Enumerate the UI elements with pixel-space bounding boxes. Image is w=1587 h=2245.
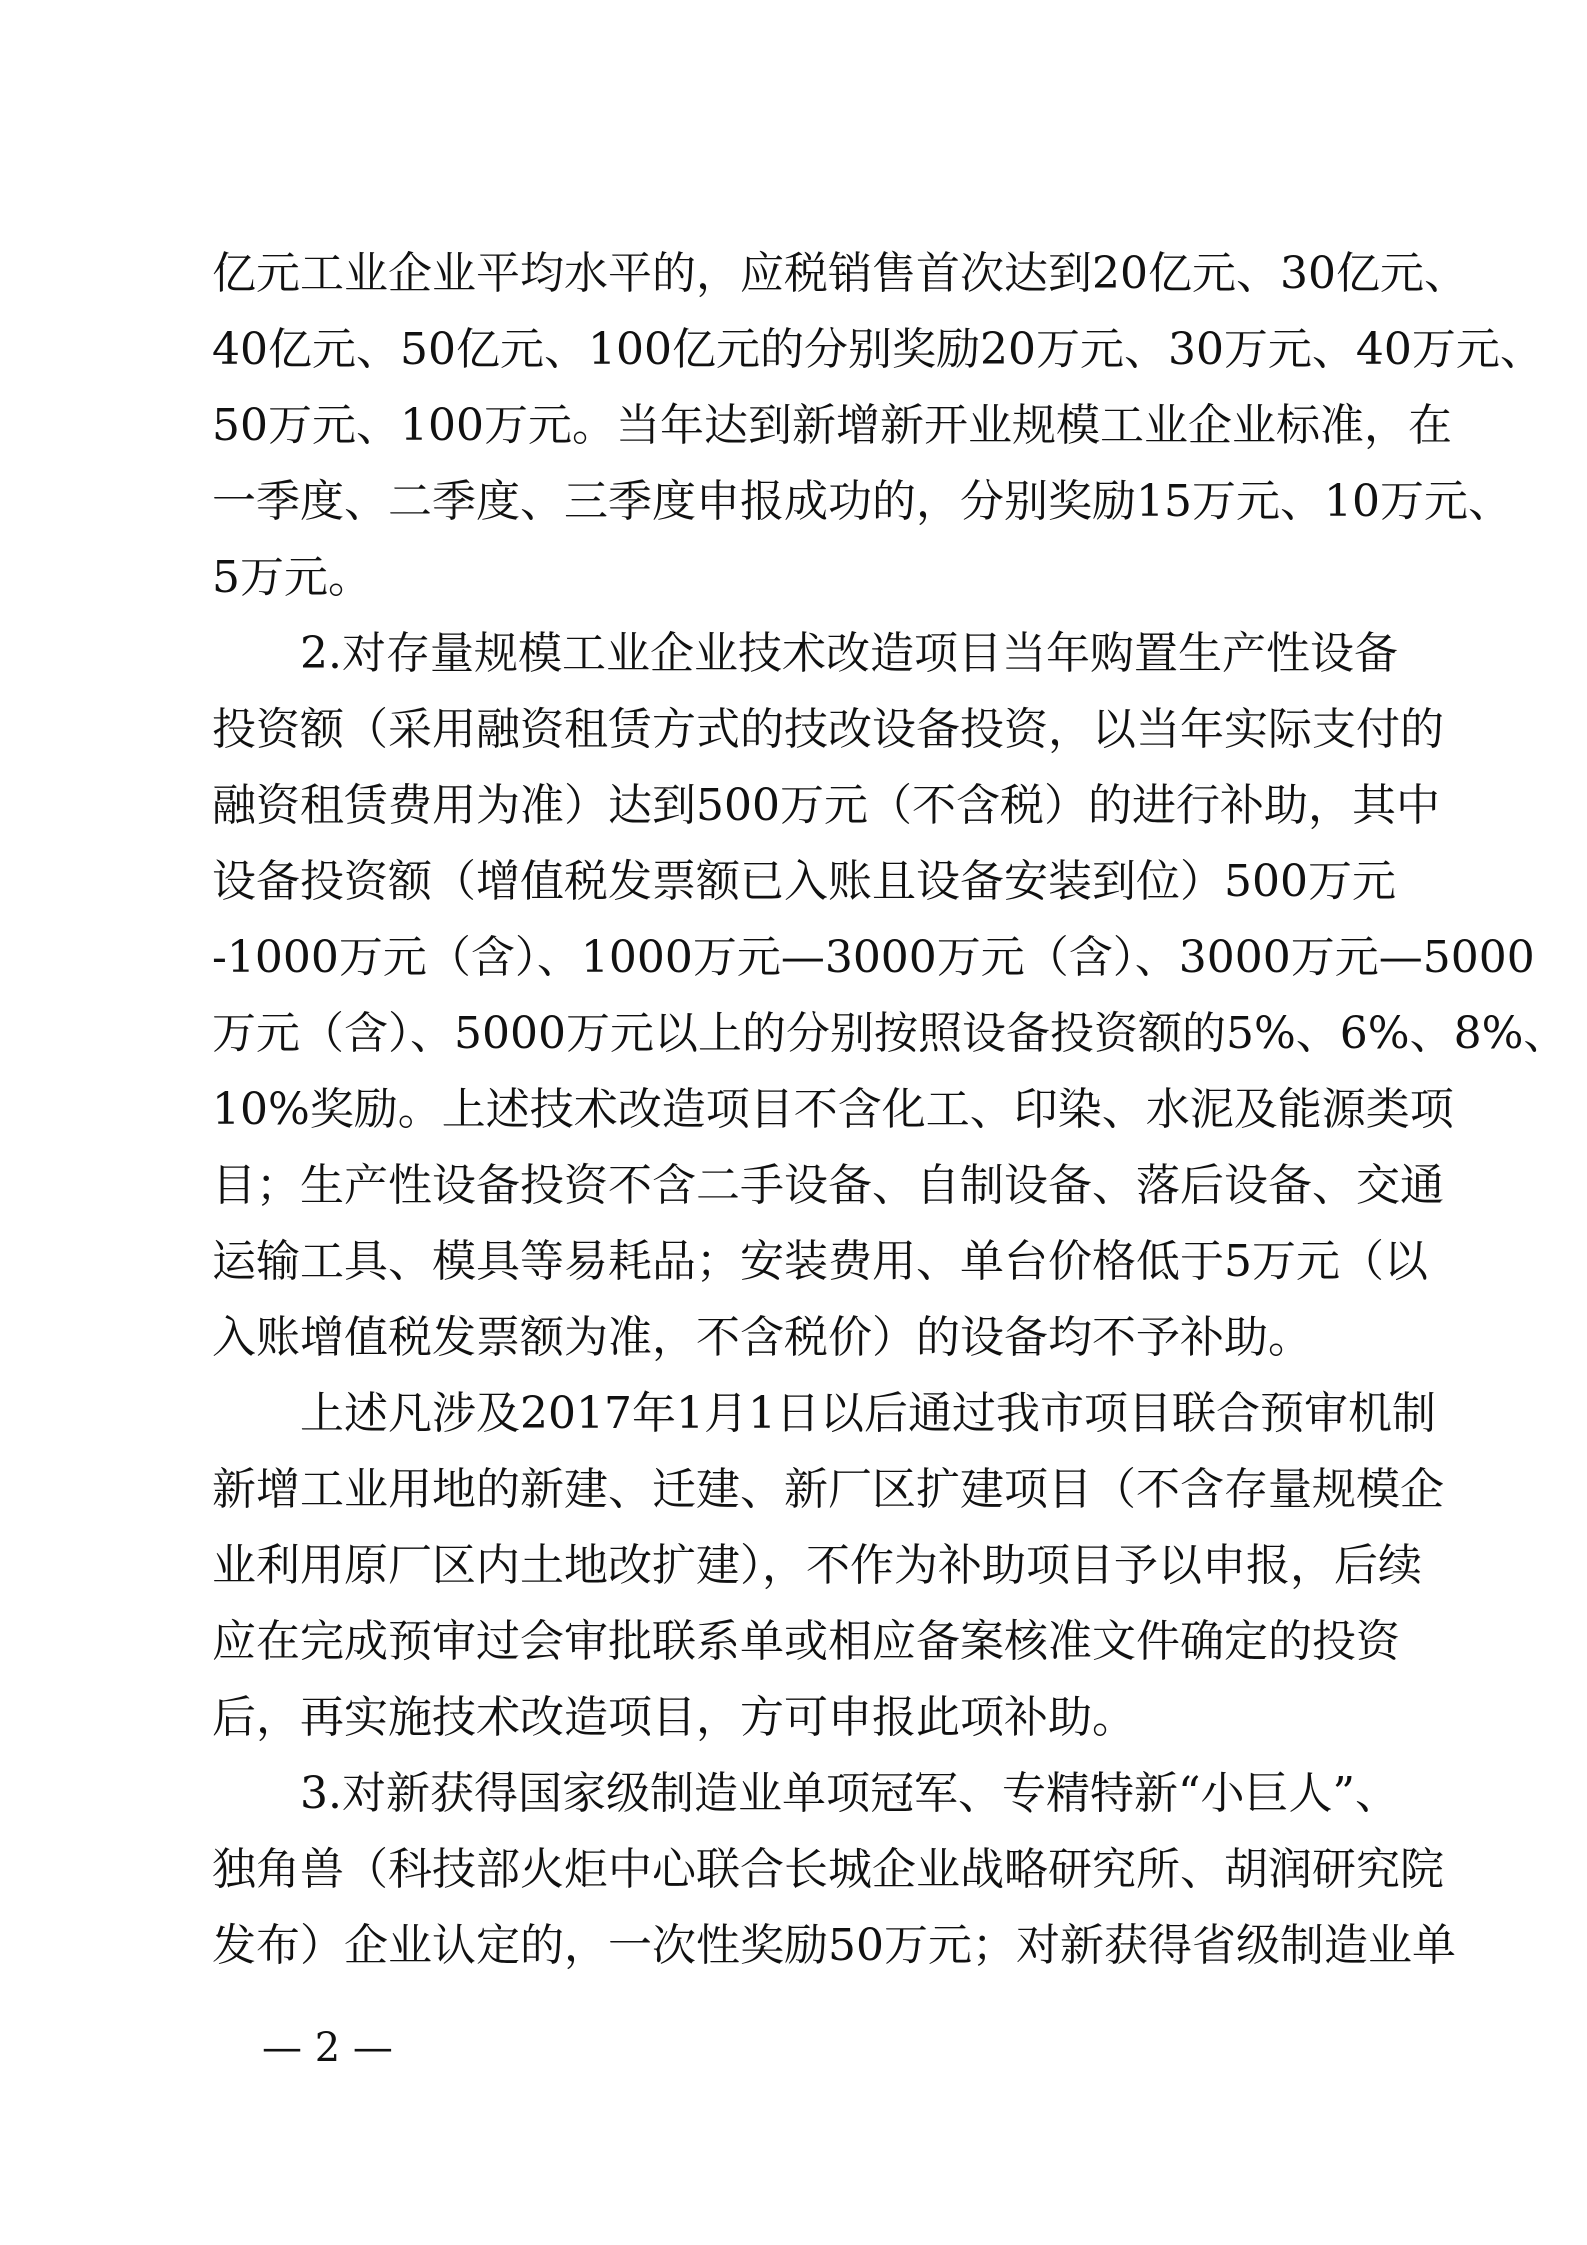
text-line: 5万元。 — [212, 552, 372, 603]
page-number: — 2 — — [262, 2025, 393, 2071]
text-line: 上述凡涉及2017年1月1日以后通过我市项目联合预审机制 — [300, 1388, 1436, 1439]
text-line: 投资额（采用融资租赁方式的技改设备投资，以当年实际支付的 — [212, 704, 1444, 755]
text-line: 应在完成预审过会审批联系单或相应备案核准文件确定的投资 — [212, 1616, 1400, 1667]
text-line: -1000万元（含）、1000万元—3000万元（含）、3000万元—5000 — [212, 932, 1535, 983]
text-line: 后，再实施技术改造项目，方可申报此项补助。 — [212, 1692, 1136, 1743]
text-line: 亿元工业企业平均水平的，应税销售首次达到20亿元、30亿元、 — [212, 248, 1468, 299]
text-line: 运输工具、模具等易耗品；安装费用、单台价格低于5万元（以 — [212, 1236, 1428, 1287]
text-line: 2.对存量规模工业企业技术改造项目当年购置生产性设备 — [300, 628, 1398, 679]
text-line: 独角兽（科技部火炬中心联合长城企业战略研究所、胡润研究院 — [212, 1844, 1444, 1895]
document-body — [212, 236, 1568, 1984]
text-line: 40亿元、50亿元、100亿元的分别奖励20万元、30万元、40万元、 — [212, 324, 1544, 375]
text-line: 发布）企业认定的，一次性奖励50万元；对新获得省级制造业单 — [212, 1920, 1456, 1971]
text-line: 3.对新获得国家级制造业单项冠军、专精特新“小巨人”、 — [300, 1768, 1399, 1819]
text-line: 目；生产性设备投资不含二手设备、自制设备、落后设备、交通 — [212, 1160, 1444, 1211]
text-line: 新增工业用地的新建、迁建、新厂区扩建项目（不含存量规模企 — [212, 1464, 1444, 1515]
text-line: 融资租赁费用为准）达到500万元（不含税）的进行补助，其中 — [212, 780, 1440, 831]
text-line: 业利用原厂区内土地改扩建），不作为补助项目予以申报，后续 — [212, 1540, 1422, 1591]
text-line: 一季度、二季度、三季度申报成功的，分别奖励15万元、10万元、 — [212, 476, 1512, 527]
text-line: 万元（含）、5000万元以上的分别按照设备投资额的5%、6%、8%、 — [212, 1008, 1568, 1059]
text-line: 10%奖励。上述技术改造项目不含化工、印染、水泥及能源类项 — [212, 1084, 1454, 1135]
text-line: 50万元、100万元。当年达到新增新开业规模工业企业标准，在 — [212, 400, 1452, 451]
text-line: 设备投资额（增值税发票额已入账且设备安装到位）500万元 — [212, 856, 1396, 907]
text-line: 入账增值税发票额为准，不含税价）的设备均不予补助。 — [212, 1312, 1312, 1363]
